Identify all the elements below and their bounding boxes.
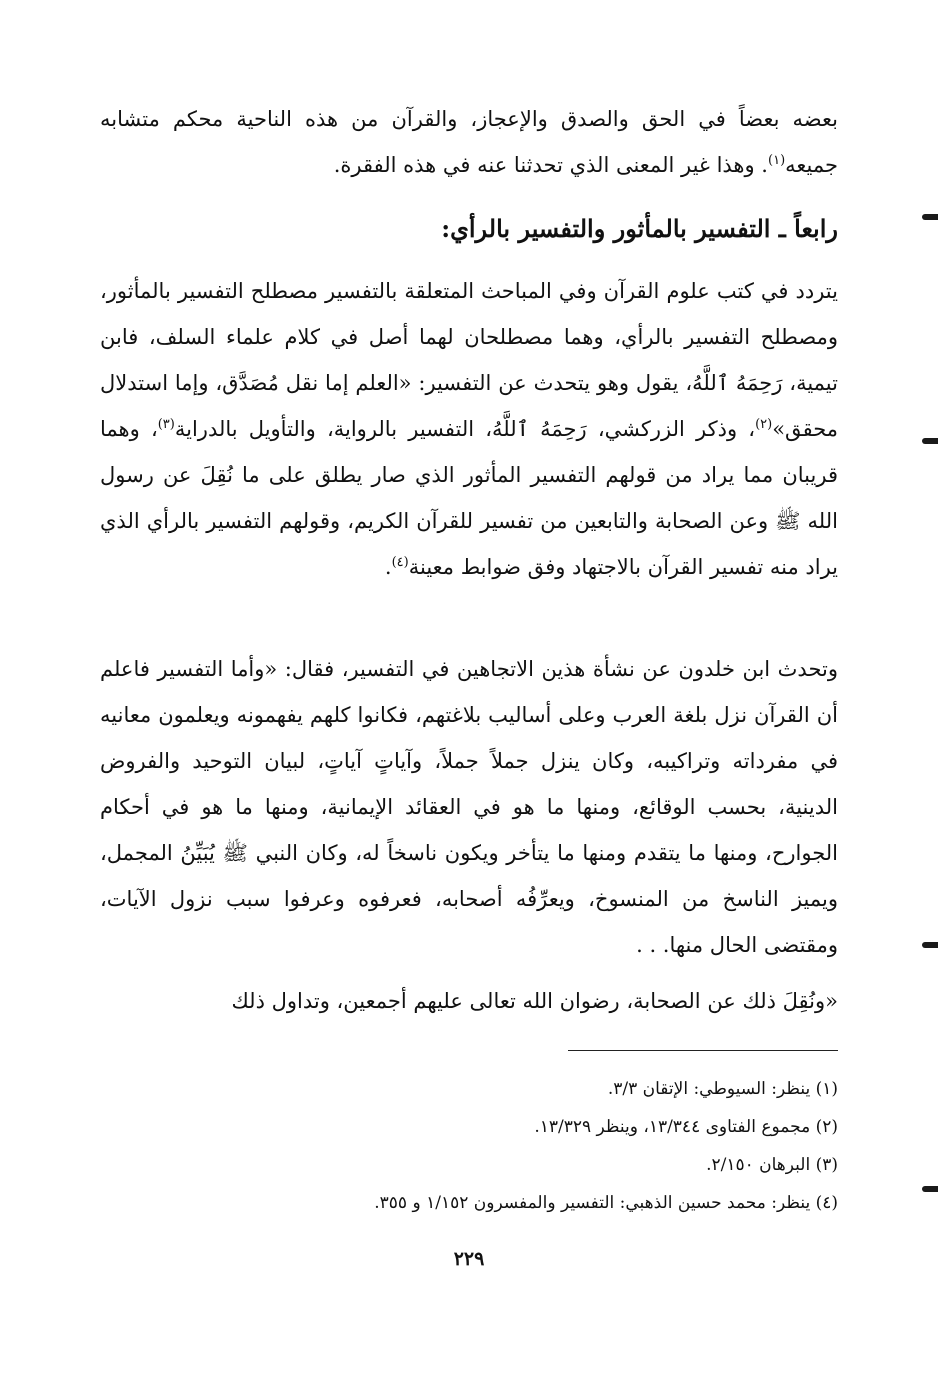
footnotes — [100, 1070, 838, 1222]
paragraph-continuation — [100, 96, 838, 188]
margin-mark — [922, 1186, 938, 1192]
paragraph-text: بعضه بعضاً في الحق والصدق والإعجاز، والقرآن من هذه الناحية محكم متشابه جميعه — [100, 107, 838, 177]
footnote-ref-1[interactable]: (١) — [768, 153, 786, 168]
footnote-ref-4[interactable]: (٤) — [391, 555, 409, 570]
margin-mark — [922, 438, 938, 444]
paragraph-text: يتردد في كتب علوم القرآن وفي المباحث المتعلقة بالتفسير مصطلح التفسير بالمأثور، ومصطلح التفسير بالرأي، وهما مصطلحان لهما أصل في كلام علماء السلف، فابن تيمية، رَحِمَهُ ٱللَّهُ، يقول وهو يتحدث عن التفسير: «العلم إما نقل مُصَدَّق، وإما استدلال محقق» — [100, 279, 838, 441]
paragraph-quote-continuation: «ونُقِلَ ذلك عن الصحابة، رضوان الله تعالى عليهم أجمعين، وتداول ذلك — [231, 989, 838, 1013]
footnote-ref-2[interactable]: (٢) — [755, 417, 773, 432]
section-heading: رابعاً ـ التفسير بالمأثور والتفسير بالرأي: — [441, 214, 838, 243]
paragraph-text: . — [384, 555, 392, 579]
margin-mark — [922, 942, 938, 948]
paragraph-text: ، وهما قريبان مما يراد من قولهم التفسير المأثور الذي صار يطلق على ما نُقِلَ عن رسول الله ﷺ وعن الصحابة والتابعين من تفسير للقرآن الكريم، وقولهم التفسير بالرأي الذي يراد منه تفسير القرآن بالاجتهاد وفق ضوابط معينة — [100, 417, 838, 579]
paragraph-definitions — [100, 268, 838, 590]
footnote-4: (٤) ينظر: محمد حسين الذهبي: التفسير والمفسرون ١/١٥٢ و ٣٥٥. — [374, 1193, 838, 1213]
page-number: ٢٢٩ — [453, 1248, 485, 1270]
footnote-2: (٢) مجموع الفتاوى ١٣/٣٤٤، وينظر ١٣/٣٢٩. — [534, 1117, 838, 1137]
footnote-3: (٣) البرهان ٢/١٥٠. — [706, 1155, 838, 1175]
footnote-ref-3[interactable]: (٣) — [157, 417, 175, 432]
margin-mark — [922, 214, 938, 220]
footnote-divider — [568, 1050, 838, 1051]
paragraph-ibn-khaldun: وتحدث ابن خلدون عن نشأة هذين الاتجاهين في التفسير، فقال: «وأما التفسير فاعلم أن القرآن نزل بلغة العرب وعلى أساليب بلاغتهم، فكانوا كلهم يفهمونه ويعلمون معانيه في مفرداته وتراكيبه، وكان ينزل جملاً جملاً، وآياتٍ آياتٍ، لبيان التوحيد والفروض الدينية، بحسب الوقائع، ومنها ما هو في العقائد الإيمانية، ومنها ما هو في أحكام الجوارح، ومنها ما يتقدم ومنها ما يتأخر ويكون ناسخاً له، وكان النبي ﷺ يُبَيِّنُ المجمل، ويميز الناسخ من المنسوخ، ويعرِّفُه أصحابه، فعرفوه وعرفوا سبب نزول الآيات، ومقتضى الحال منها. . . — [100, 657, 838, 957]
paragraph-text: ، وذكر الزركشي، رَحِمَهُ ٱللَّهُ، التفسير بالرواية، والتأويل بالدراية — [174, 417, 756, 441]
footnote-1: (١) ينظر: السيوطي: الإتقان ٣/٣. — [607, 1079, 838, 1099]
paragraph-text: . وهذا غير المعنى الذي تحدثنا عنه في هذه الفقرة. — [333, 153, 768, 177]
